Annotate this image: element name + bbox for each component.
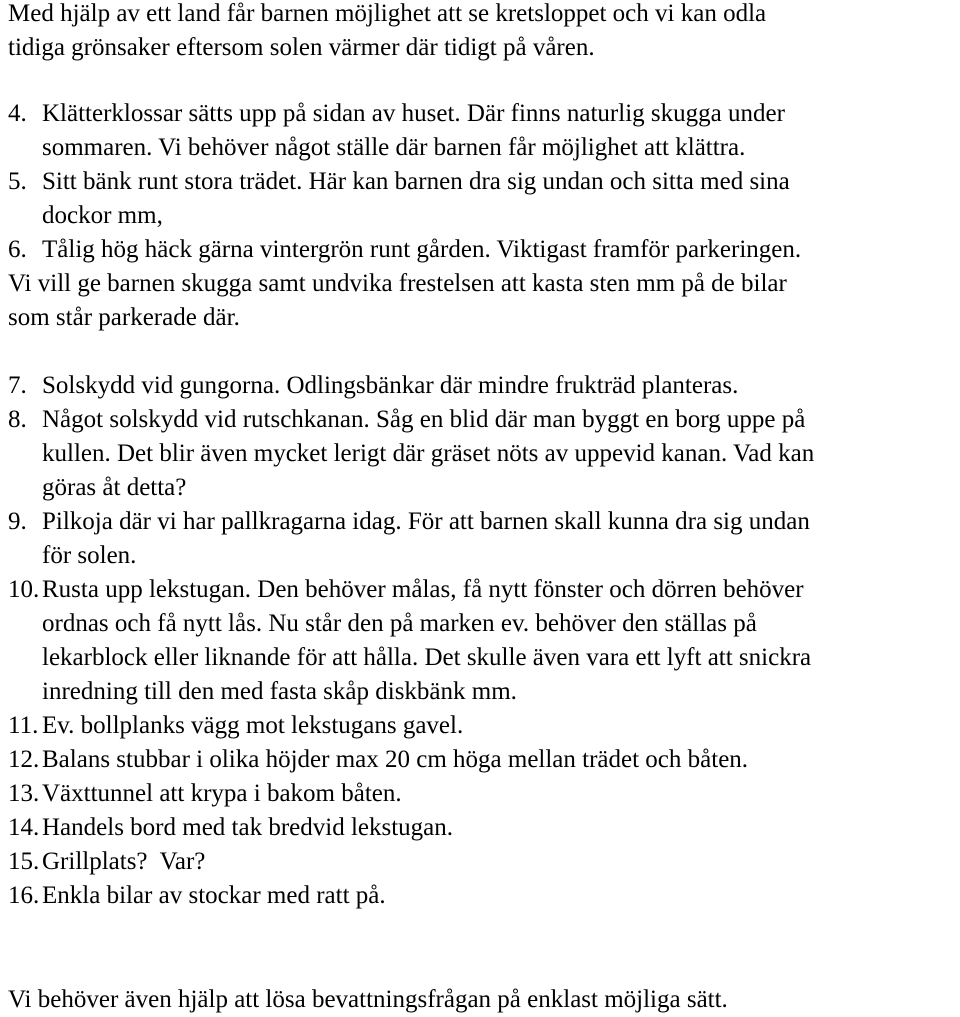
item-text: Grillplats? Var? <box>42 848 206 875</box>
item-text: Ev. bollplanks vägg mot lekstugans gavel. <box>42 712 464 739</box>
list-item-5 <box>8 165 814 233</box>
continuation-line: som står parkerade där. <box>8 304 240 331</box>
item-line: Klätterklossar sätts upp på sidan av huset. Där finns naturlig skugga under <box>42 100 785 127</box>
item-line: Något solskydd vid rutschkanan. Såg en blid där man byggt en borg uppe på <box>42 406 806 433</box>
closing-paragraph: Vi behöver även hjälp att lösa bevattningsfrågan på enklast möjliga sätt. <box>8 986 728 1013</box>
item-text <box>42 505 810 573</box>
continuation-line: Vi vill ge barnen skugga samt undvika frestelsen att kasta sten mm på de bilar <box>8 270 787 297</box>
item-text <box>42 233 801 267</box>
item-text <box>42 369 738 403</box>
item-number: 12. <box>8 746 40 773</box>
item-line: Tålig hög häck gärna vintergrön runt gården. Viktigast framför parkeringen. <box>42 236 802 263</box>
item-number: 10. <box>8 576 40 603</box>
list-item-4 <box>8 97 814 165</box>
list-item-15 <box>8 845 814 879</box>
item-number: 13. <box>8 780 40 807</box>
item-line: Solskydd vid gungorna. Odlingsbänkar där mindre frukträd planteras. <box>42 372 739 399</box>
intro-line: Med hjälp av ett land får barnen möjlighet att se kretsloppet och vi kan odla <box>8 0 767 27</box>
item-line: sommaren. Vi behöver något ställe där barnen får möjlighet att klättra. <box>42 134 746 161</box>
item-text <box>42 403 814 505</box>
item-line: Pilkoja där vi har pallkragarna idag. För att barnen skall kunna dra sig undan <box>42 508 810 535</box>
item-line: Rusta upp lekstugan. Den behöver målas, få nytt fönster och dörren behöver <box>42 576 804 603</box>
item-text <box>42 97 785 165</box>
item-text: Balans stubbar i olika höjder max 20 cm höga mellan trädet och båten. <box>42 746 749 773</box>
item-number: 15. <box>8 848 40 875</box>
list-item-6 <box>8 233 814 267</box>
item-number: 14. <box>8 814 40 841</box>
item-line: göras åt detta? <box>42 474 187 501</box>
item-line: lekarblock eller liknande för att hålla. Det skulle även vara ett lyft att snickra <box>42 644 812 671</box>
list-item-14 <box>8 811 814 845</box>
intro-line: tidiga grönsaker eftersom solen värmer där tidigt på våren. <box>8 34 595 61</box>
item-number: 16. <box>8 882 40 909</box>
item-number: 8. <box>8 406 27 433</box>
list-item-9 <box>8 505 814 573</box>
list-item-6-continuation <box>8 267 814 335</box>
item-text <box>42 573 811 709</box>
list-item-7 <box>8 369 814 403</box>
item-line: för solen. <box>42 542 137 569</box>
item-text: Enkla bilar av stockar med ratt på. <box>42 882 386 909</box>
item-number: 4. <box>8 100 27 127</box>
item-line: dockor mm, <box>42 202 163 229</box>
item-text <box>42 165 790 233</box>
item-line: kullen. Det blir även mycket lerigt där gräset nöts av uppevid kanan. Vad kan <box>42 440 815 467</box>
item-line: inredning till den med fasta skåp diskbänk mm. <box>42 678 517 705</box>
list-item-8 <box>8 403 814 505</box>
list-item-13 <box>8 777 814 811</box>
intro-paragraph <box>8 0 766 65</box>
item-text: Handels bord med tak bredvid lekstugan. <box>42 814 454 841</box>
item-number: 9. <box>8 508 27 535</box>
item-line: ordnas och få nytt lås. Nu står den på marken ev. behöver den ställas på <box>42 610 757 637</box>
item-number: 6. <box>8 236 27 263</box>
list-item-16 <box>8 879 814 913</box>
item-number: 7. <box>8 372 27 399</box>
list-item-11 <box>8 709 814 743</box>
item-number: 11. <box>8 712 39 739</box>
item-line: Sitt bänk runt stora trädet. Här kan barnen dra sig undan och sitta med sina <box>42 168 790 195</box>
numbered-list <box>8 97 814 913</box>
list-item-12 <box>8 743 814 777</box>
item-text: Växttunnel att krypa i bakom båten. <box>42 780 402 807</box>
item-number: 5. <box>8 168 27 195</box>
list-item-10 <box>8 573 814 709</box>
